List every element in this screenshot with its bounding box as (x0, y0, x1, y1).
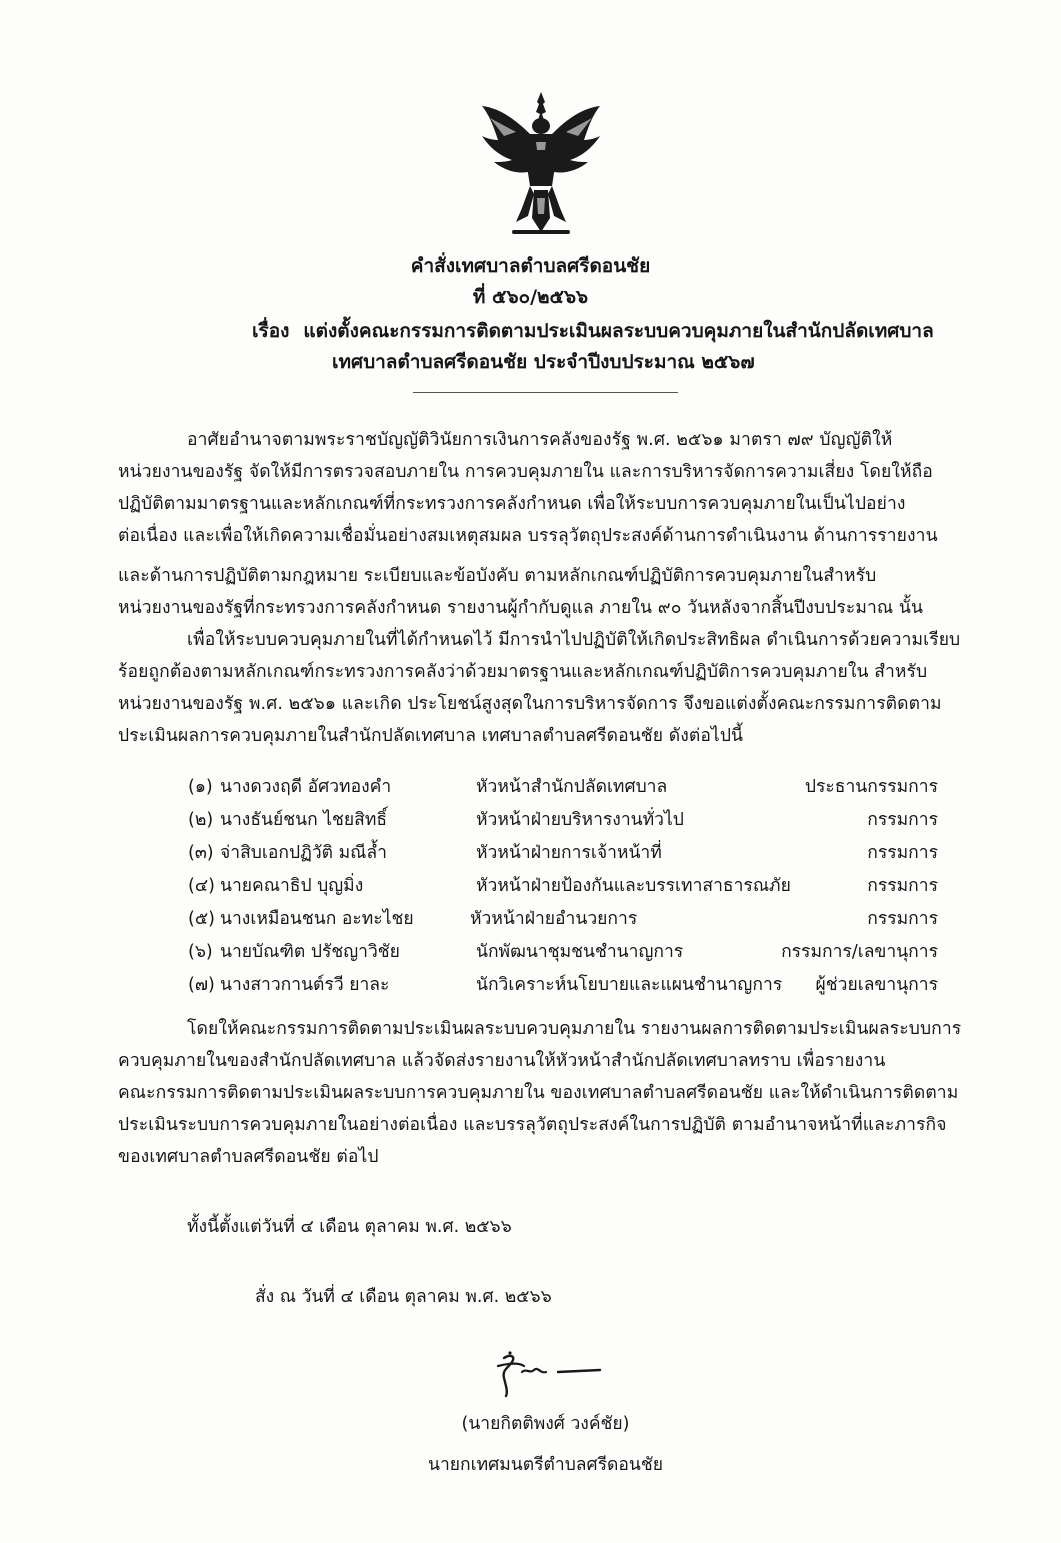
paragraph-line: ปฏิบัติตามมาตรฐานและหลักเกณฑ์ที่กระทรวงการคลังกำหนด เพื่อให้ระบบการควบคุมภายในเป็นไปอย่าง (118, 494, 906, 514)
list-item (188, 937, 948, 967)
member-number: (๖) (188, 942, 213, 962)
member-position: หัวหน้าฝ่ายการเจ้าหน้าที่ (476, 843, 662, 863)
member-number: (๑) (188, 777, 213, 797)
paragraph-line: หน่วยงานของรัฐที่กระทรวงการคลังกำหนด รายงานผู้กำกับดูแล ภายใน ๙๐ วันหลังจากสิ้นปีงบประมาณ นั้น (118, 598, 924, 618)
list-item (188, 772, 948, 802)
order-date: สั่ง ณ วันที่ ๔ เดือน ตุลาคม พ.ศ. ๒๕๖๖ (255, 1287, 552, 1307)
paragraph-line: ของเทศบาลตำบลศรีดอนชัย ต่อไป (118, 1147, 379, 1167)
member-number: (๕) (188, 909, 215, 929)
effective-date: ทั้งนี้ตั้งแต่วันที่ ๔ เดือน ตุลาคม พ.ศ. ๒๕๖๖ (187, 1217, 512, 1237)
paragraph-line: ประเมินผลการควบคุมภายในสำนักปลัดเทศบาล เทศบาลตำบลศรีดอนชัย ดังต่อไปนี้ (118, 726, 744, 746)
paragraph-line: ประเมินระบบการควบคุมภายในอย่างต่อเนื่อง และบรรลุวัตถุประสงค์ในการปฏิบัติ ตามอำนาจหน้าที่และภารกิจ (118, 1115, 947, 1135)
member-number: (๗) (188, 975, 215, 995)
order-heading: คำสั่งเทศบาลตำบลศรีดอนชัย (410, 255, 651, 277)
paragraph-line: อาศัยอำนาจตามพระราชบัญญัติวินัยการเงินการคลังของรัฐ พ.ศ. ๒๕๖๑ มาตรา ๗๙ บัญญัติให้ (187, 430, 893, 450)
subject-text-1: แต่งตั้งคณะกรรมการติดตามประเมินผลระบบควบคุมภายในสำนักปลัดเทศบาล (303, 320, 934, 342)
signature-icon (490, 1348, 610, 1398)
order-number: ที่ ๕๖๐/๒๕๖๖ (472, 286, 589, 308)
paragraph-line: โดยให้คณะกรรมการติดตามประเมินผลระบบควบคุมภายใน รายงานผลการติดตามประเมินผลระบบการ (187, 1019, 962, 1039)
member-number: (๓) (188, 843, 214, 863)
member-name: นางดวงฤดี อัศวทองคำ (220, 777, 392, 797)
paragraph-line: ต่อเนื่อง และเพื่อให้เกิดความเชื่อมั่นอย่างสมเหตุสมผล บรรลุวัตถุประสงค์ด้านการดำเนินงาน ด้านการรายงาน (118, 526, 938, 546)
list-item (188, 904, 948, 934)
paragraph-line: ควบคุมภายในของสำนักปลัดเทศบาล แล้วจัดส่งรายงานให้หัวหน้าสำนักปลัดเทศบาลทราบ เพื่อรายงาน (118, 1051, 886, 1071)
paragraph-line: คณะกรรมการติดตามประเมินผลระบบการควบคุมภายใน ของเทศบาลตำบลศรีดอนชัย และให้ดำเนินการติดตาม (118, 1083, 959, 1103)
paragraph-line: ร้อยถูกต้องตามหลักเกณฑ์กระทรวงการคลังว่าด้วยมาตรฐานและหลักเกณฑ์ปฏิบัติการควบคุมภายใน สำหรับ (118, 662, 928, 682)
member-name: นายบัณฑิต ปรัชญาวิชัย (220, 942, 400, 962)
signatory-name: (นายกิตติพงศ์ วงค์ชัย) (461, 1414, 630, 1434)
member-role: กรรมการ (867, 909, 938, 929)
member-name: นายคณาธิป บุญมิ่ง (220, 876, 364, 896)
member-role: กรรมการ (867, 876, 938, 896)
signatory-title: นายกเทศมนตรีตำบลศรีดอนชัย (427, 1455, 664, 1475)
member-role: ประธานกรรมการ (804, 777, 938, 797)
member-name: นางเหมือนชนก อะทะไชย (220, 909, 414, 929)
garuda-emblem-icon (476, 90, 606, 240)
member-name: นางสาวกานต์รวี ยาละ (220, 975, 390, 995)
member-number: (๔) (188, 876, 215, 896)
member-role: ผู้ช่วยเลขานุการ (815, 975, 938, 995)
member-position: หัวหน้าฝ่ายอำนวยการ (470, 909, 638, 929)
member-position: นักวิเคราะห์นโยบายและแผนชำนาญการ (476, 975, 783, 995)
list-item (188, 805, 948, 835)
paragraph-line: หน่วยงานของรัฐ จัดให้มีการตรวจสอบภายใน การควบคุมภายใน และการบริหารจัดการความเสี่ยง โดยให้ถือ (118, 462, 933, 482)
subject-label: เรื่อง (252, 320, 290, 342)
paragraph-line: เพื่อให้ระบบควบคุมภายในที่ได้กำหนดไว้ มีการนำไปปฏิบัติให้เกิดประสิทธิผล ดำเนินการด้วยความเรียบ (187, 630, 961, 650)
member-name: นางธันย์ชนก ไชยสิทธิ์ (220, 810, 388, 830)
member-number: (๒) (188, 810, 214, 830)
member-role: กรรมการ (867, 810, 938, 830)
member-position: หัวหน้าฝ่ายบริหารงานทั่วไป (476, 810, 684, 830)
list-item (188, 838, 948, 868)
member-position: หัวหน้าฝ่ายป้องกันและบรรเทาสาธารณภัย (476, 876, 791, 896)
member-position: หัวหน้าสำนักปลัดเทศบาล (476, 777, 668, 797)
paragraph-line: และด้านการปฏิบัติตามกฎหมาย ระเบียบและข้อบังคับ ตามหลักเกณฑ์ปฏิบัติการควบคุมภายในสำหรับ (118, 566, 877, 586)
heading-divider (413, 392, 678, 393)
member-role: กรรมการ (867, 843, 938, 863)
member-name: จ่าสิบเอกปฏิวัติ มณีล้ำ (220, 843, 387, 863)
subject-line-1 (252, 317, 934, 345)
member-role: กรรมการ/เลขานุการ (781, 942, 938, 962)
subject-line-2: เทศบาลตำบลศรีดอนชัย ประจำปีงบประมาณ ๒๕๖๗ (332, 351, 755, 373)
member-position: นักพัฒนาชุมชนชำนาญการ (476, 942, 684, 962)
list-item (188, 970, 948, 1000)
list-item (188, 871, 948, 901)
paragraph-line: หน่วยงานของรัฐ พ.ศ. ๒๕๖๑ และเกิด ประโยชน์สูงสุดในการบริหารจัดการ จึงขอแต่งตั้งคณะกรรมการติดตาม (118, 694, 942, 714)
